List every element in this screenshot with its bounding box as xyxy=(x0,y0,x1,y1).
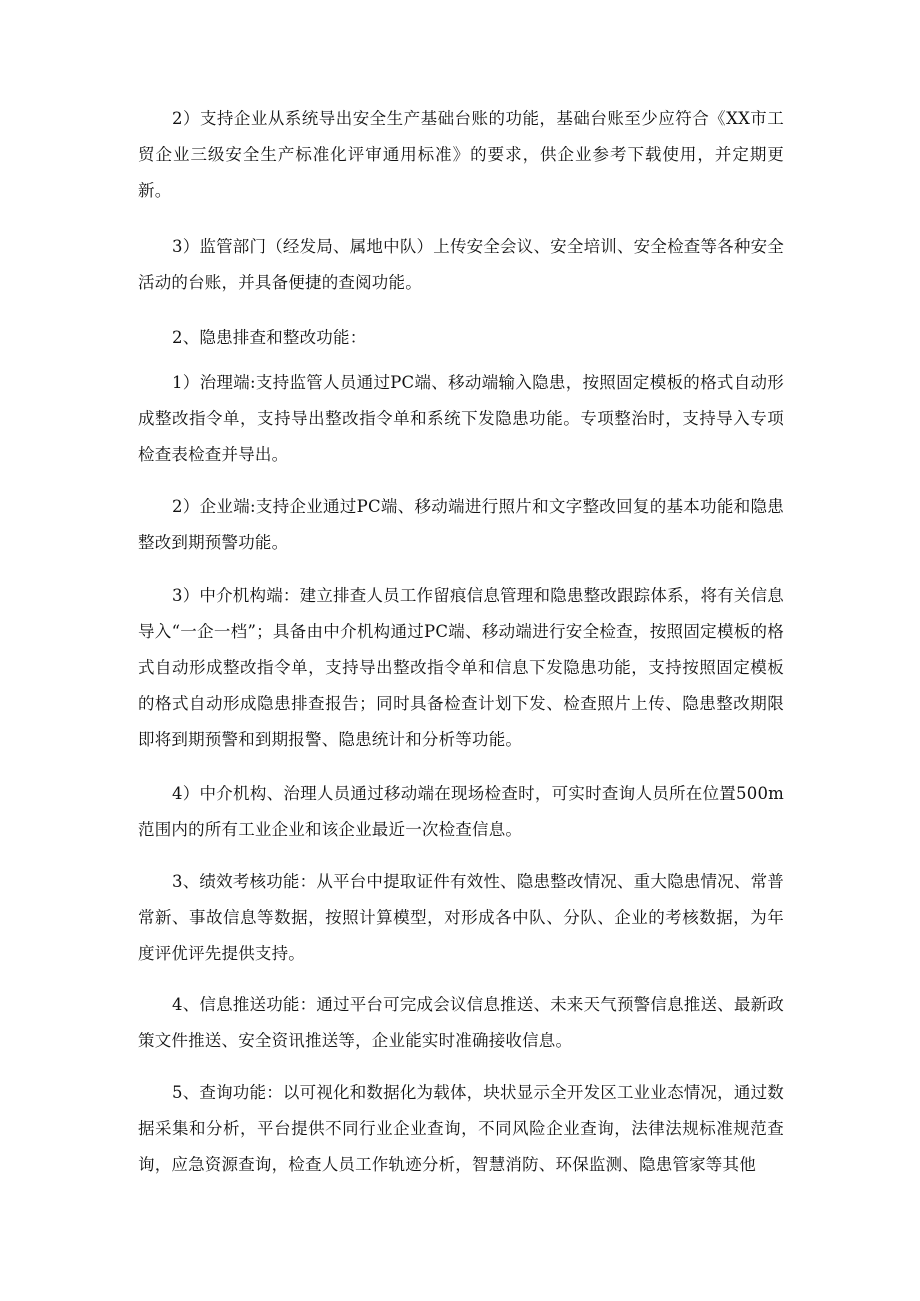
paragraph-governance-end: 1）治理端:支持监管人员通过PC端、移动端输入隐患，按照固定模板的格式自动形成整改指令单，支持导出整改指令单和系统下发隐患功能。专项整治时，支持导入专项检查表检查并导出。 xyxy=(138,373,784,464)
section-heading-hazard-inspection: 2、隐患排查和整改功能： xyxy=(172,328,367,347)
paragraph-enterprise-end: 2）企业端:支持企业通过PC端、移动端进行照片和文字整改回复的基本功能和隐患整改到期预警功能。 xyxy=(138,497,784,552)
paragraph-ledger-export: 2）支持企业从系统导出安全生产基础台账的功能，基础台账至少应符合《XX市工贸企业三级安全生产标准化评审通用标准》的要求，供企业参考下载使用，并定期更新。 xyxy=(138,109,784,200)
paragraph-ledger-upload: 3）监管部门（经发局、属地中队）上传安全会议、安全培训、安全检查等各种安全活动的台账，并具备便捷的查阅功能。 xyxy=(138,237,784,292)
section-query-function: 5、查询功能：以可视化和数据化为载体，块状显示全开发区工业业态情况，通过数据采集和分析，平台提供不同行业企业查询，不同风险企业查询，法律法规标准规范查询，应急资源查询，检查人员工作轨迹分析，智慧消防、环保监测、隐患管家等其他 xyxy=(138,1083,784,1174)
section-performance-assessment: 3、绩效考核功能：从平台中提取证件有效性、隐患整改情况、重大隐患情况、常普常新、事故信息等数据，按照计算模型，对形成各中队、分队、企业的考核数据，为年度评优评先提供支持。 xyxy=(138,872,784,963)
paragraph-agency-end: 3）中介机构端：建立排查人员工作留痕信息管理和隐患整改跟踪体系，将有关信息导入“一企一档”；具备由中介机构通过PC端、移动端进行安全检查，按照固定模板的格式自动形成整改指令单，支持导出整改指令单和信息下发隐患功能，支持按照固定模板的格式自动形成隐患排查报告；同时具备检查计划下发、检查照片上传、隐患整改期限即将到期预警和到期报警、隐患统计和分析等功能。 xyxy=(138,586,784,749)
section-information-push: 4、信息推送功能：通过平台可完成会议信息推送、未来天气预警信息推送、最新政策文件推送、安全资讯推送等，企业能实时准确接收信息。 xyxy=(138,995,784,1050)
paragraph-mobile-query: 4）中介机构、治理人员通过移动端在现场检查时，可实时查询人员所在位置500m范围内的所有工业企业和该企业最近一次检查信息。 xyxy=(138,784,784,839)
